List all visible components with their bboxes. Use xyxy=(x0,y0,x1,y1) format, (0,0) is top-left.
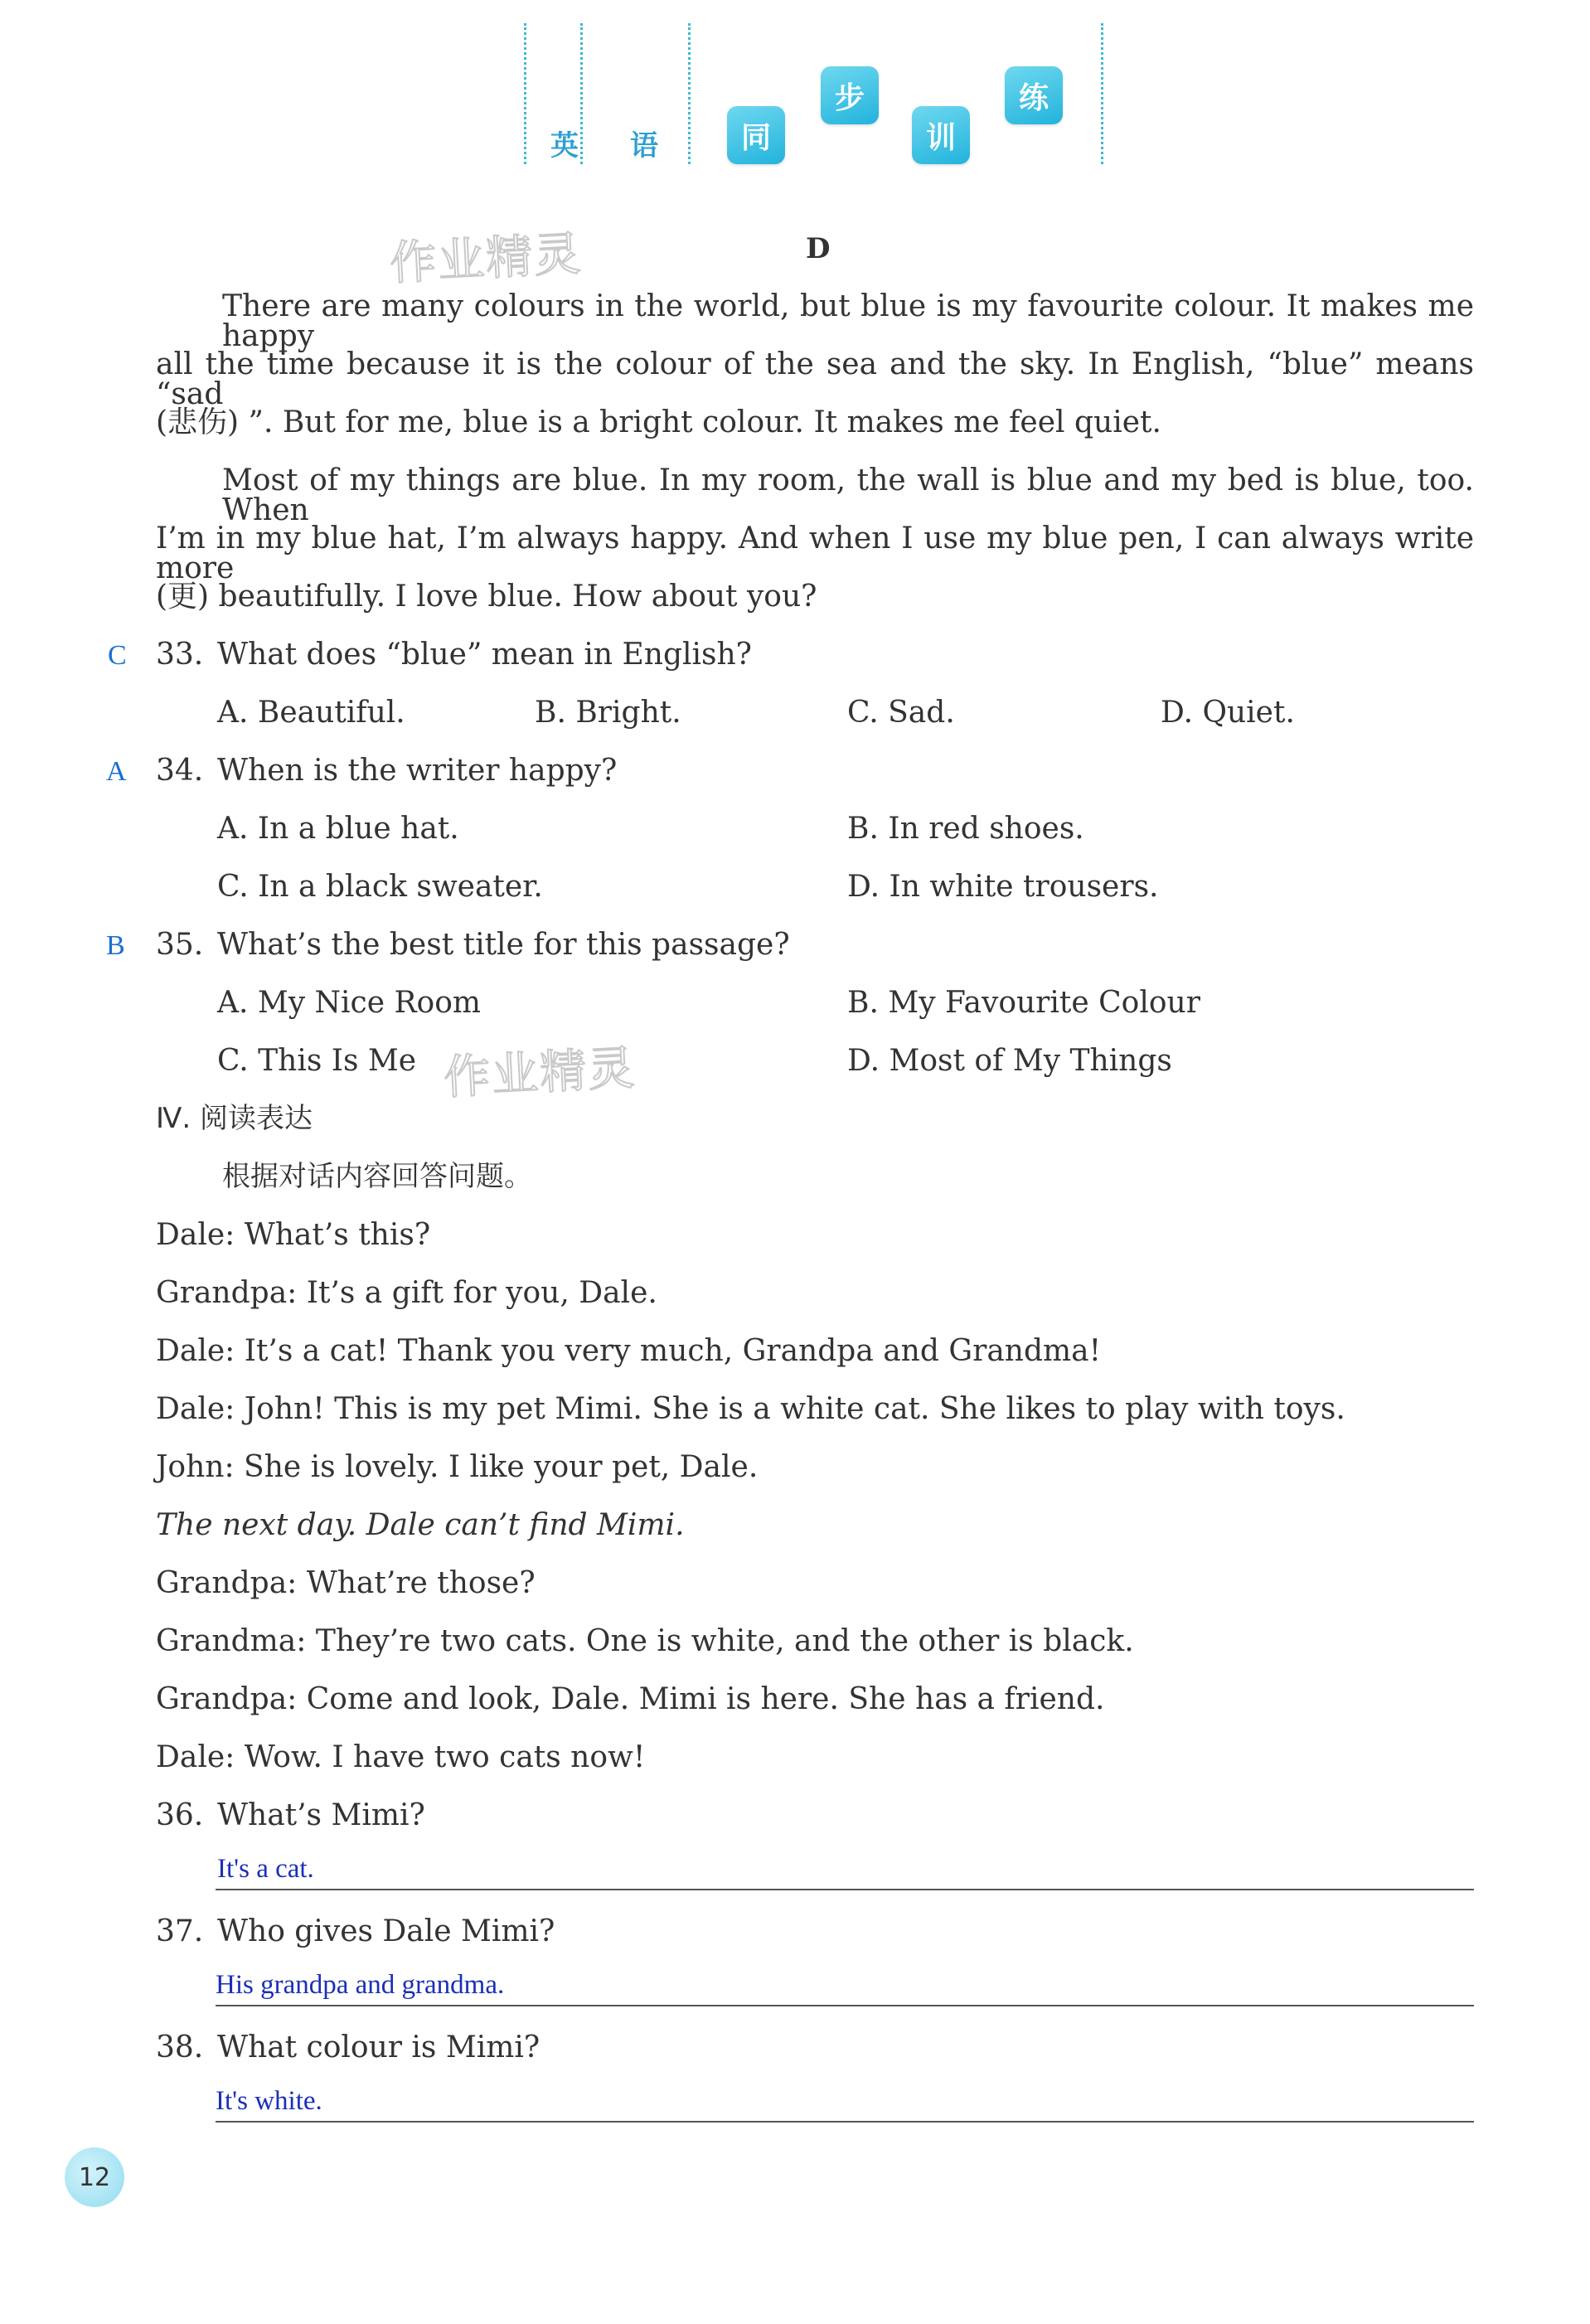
option-b: B. My Favourite Colour xyxy=(847,986,1200,1020)
watermark: 作业精灵 xyxy=(388,226,584,292)
question-text: When is the writer happy? xyxy=(217,754,618,788)
option-a: A. My Nice Room xyxy=(217,986,482,1020)
watermark: 作业精灵 xyxy=(442,1041,637,1106)
question-number: 37. xyxy=(156,1914,204,1948)
dialogue-line: Dale: It’s a cat! Thank you very much, Grandpa and Grandma! xyxy=(156,1334,1102,1368)
dialogue-line: Dale: What’s this? xyxy=(156,1218,431,1252)
header-tile: 练 xyxy=(1005,66,1063,124)
option-a: A. In a blue hat. xyxy=(217,812,459,846)
handwritten-answer: His grandpa and grandma. xyxy=(216,1970,505,2000)
header-divider xyxy=(1101,23,1103,164)
option-c: C. Sad. xyxy=(847,696,955,730)
section-iv-title: Ⅳ. 阅读表达 xyxy=(156,1102,313,1135)
dialogue-line: Grandpa: It’s a gift for you, Dale. xyxy=(156,1276,657,1310)
answer-line xyxy=(216,2005,1474,2006)
dialogue-line: Grandpa: What’re those? xyxy=(156,1566,536,1600)
question-number: 36. xyxy=(156,1798,204,1832)
section-iv-instruction: 根据对话内容回答问题。 xyxy=(222,1160,532,1193)
header-tile: 同 xyxy=(727,106,785,164)
question-number: 34. xyxy=(156,754,204,788)
option-c: C. In a black sweater. xyxy=(217,870,543,904)
option-d: D. Most of My Things xyxy=(847,1044,1172,1078)
passage-line: I’m in my blue hat, I’m always happy. And when I use my blue pen, I can always write more xyxy=(156,522,1474,585)
header-tile: 步 xyxy=(821,66,879,124)
header-divider xyxy=(580,23,583,164)
page-number: 12 xyxy=(65,2147,124,2207)
option-a: A. Beautiful. xyxy=(217,696,405,730)
option-c: C. This Is Me xyxy=(217,1044,417,1078)
handwritten-answer: It's a cat. xyxy=(217,1854,314,1884)
handwritten-answer: It's white. xyxy=(216,2086,322,2116)
passage-line: (悲伤) ”. But for me, blue is a bright colour. It makes me feel quiet. xyxy=(156,405,1161,439)
passage-line: Most of my things are blue. In my room, the wall is blue and my bed is blue, too. When xyxy=(222,463,1474,527)
dialogue-line: Dale: John! This is my pet Mimi. She is a white cat. She likes to play with toys. xyxy=(156,1392,1345,1426)
option-d: D. Quiet. xyxy=(1161,696,1295,730)
answer-mark: A xyxy=(106,756,127,787)
question-number: 38. xyxy=(156,2030,204,2064)
passage-line: There are many colours in the world, but blue is my favourite colour. It makes me happy xyxy=(222,289,1474,353)
dialogue-line: Grandma: They’re two cats. One is white, and the other is black. xyxy=(156,1624,1134,1658)
stage-direction: The next day. Dale can’t find Mimi. xyxy=(156,1508,685,1542)
header-divider xyxy=(688,23,691,164)
question-text: What does “blue” mean in English? xyxy=(217,638,752,672)
question-number: 35. xyxy=(156,928,204,962)
question-number: 33. xyxy=(156,638,204,672)
answer-mark: C xyxy=(108,640,127,671)
question-text: Who gives Dale Mimi? xyxy=(217,1914,555,1948)
dialogue-line: Grandpa: Come and look, Dale. Mimi is here. She has a friend. xyxy=(156,1682,1105,1716)
subject-char: 英 xyxy=(550,129,579,163)
question-text: What’s Mimi? xyxy=(217,1798,425,1832)
answer-line xyxy=(216,2121,1474,2123)
header-divider xyxy=(524,23,526,164)
dialogue-line: John: She is lovely. I like your pet, Dale. xyxy=(156,1450,759,1484)
dialogue-line: Dale: Wow. I have two cats now! xyxy=(156,1740,646,1774)
answer-mark: B xyxy=(106,930,125,961)
option-b: B. Bright. xyxy=(535,696,681,730)
header-tile: 训 xyxy=(912,106,970,164)
subject-char: 语 xyxy=(630,129,658,163)
passage-line: all the time because it is the colour of the sea and the sky. In English, “blue” means “sad xyxy=(156,347,1474,411)
question-text: What colour is Mimi? xyxy=(217,2030,541,2064)
option-b: B. In red shoes. xyxy=(847,812,1084,846)
answer-line xyxy=(216,1889,1474,1890)
question-text: What’s the best title for this passage? xyxy=(217,928,790,962)
option-d: D. In white trousers. xyxy=(847,870,1159,904)
section-title: D xyxy=(806,232,831,265)
passage-line: (更) beautifully. I love blue. How about you? xyxy=(156,580,817,614)
